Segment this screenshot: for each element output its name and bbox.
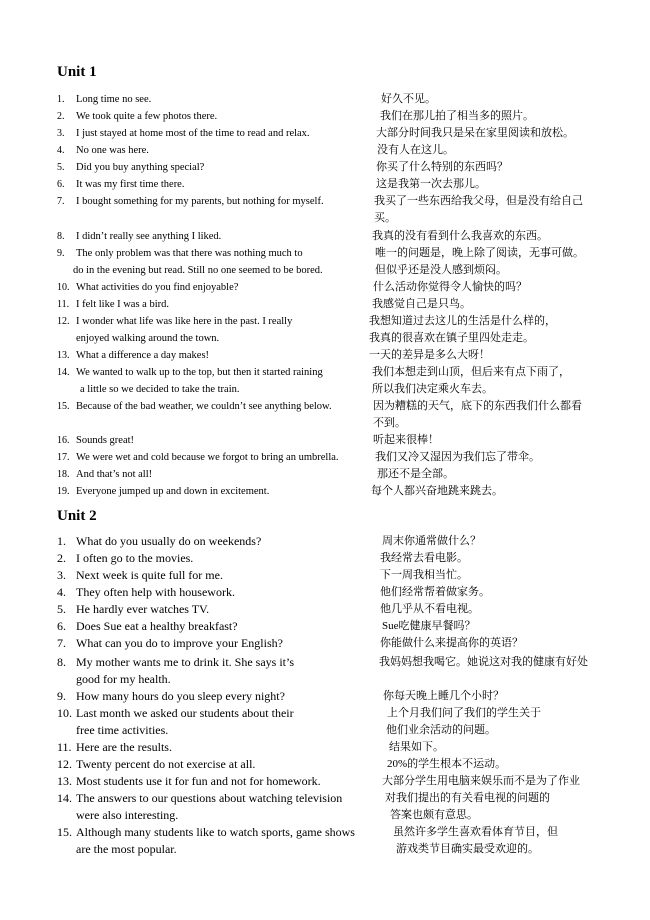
list-item <box>0 567 650 584</box>
item-number: 18. <box>57 469 70 480</box>
english-sentence: Although many students like to watch sports, game shows <box>76 825 355 839</box>
chinese-translation: 因为糟糕的天气，底下的东西我们什么都看 <box>373 400 582 412</box>
english-sentence: What can you do to improve your English? <box>76 636 283 650</box>
list-item <box>0 313 650 330</box>
chinese-translation: 买。 <box>374 212 396 224</box>
chinese-translation: 周末你通常做什么？ <box>382 535 481 547</box>
list-item <box>0 618 650 635</box>
item-number: 5. <box>57 162 65 173</box>
chinese-translation: 他们经常帮着做家务。 <box>380 586 490 598</box>
chinese-translation: 一天的差异是多么大呀！ <box>369 349 490 361</box>
item-number: 19. <box>57 486 70 497</box>
list-item <box>0 533 650 550</box>
english-sentence: I just stayed at home most of the time to read and relax. <box>76 128 310 139</box>
english-sentence: We wanted to walk up to the top, but then it started raining <box>76 367 323 378</box>
list-item <box>0 91 650 108</box>
english-sentence: I often go to the movies. <box>76 551 194 565</box>
item-number: 12. <box>57 757 72 771</box>
list-item <box>0 705 650 722</box>
item-number: 16. <box>57 435 70 446</box>
english-sentence: Did you buy anything special? <box>76 162 205 173</box>
chinese-translation: 我买了一些东西给我父母，但是没有给自己 <box>374 195 583 207</box>
list-item <box>0 347 650 364</box>
list-item <box>0 773 650 790</box>
chinese-translation: 听起来很棒！ <box>373 434 439 446</box>
item-number: 15. <box>57 825 72 839</box>
chinese-translation: 答案也颇有意思。 <box>390 809 478 821</box>
list-item <box>0 635 650 652</box>
chinese-translation: 游戏类节目确实最受欢迎的。 <box>396 843 539 855</box>
english-sentence: No one was here. <box>76 145 149 156</box>
list-item <box>0 398 650 415</box>
english-sentence: Last month we asked our students about their <box>76 706 294 720</box>
list-item-continuation <box>0 671 650 688</box>
item-number: 4. <box>57 145 65 156</box>
item-number: 2. <box>57 551 66 565</box>
item-number: 14. <box>57 791 72 805</box>
list-item <box>0 483 650 500</box>
list-item <box>0 790 650 807</box>
item-number: 13. <box>57 350 70 361</box>
chinese-translation: 每个人都兴奋地跳来跳去。 <box>371 485 503 497</box>
chinese-translation: 我真的没有看到什么我喜欢的东西。 <box>372 230 548 242</box>
list-item <box>0 142 650 159</box>
english-sentence: I bought something for my parents, but nothing for myself. <box>76 196 324 207</box>
list-item <box>0 245 650 262</box>
item-number: 6. <box>57 619 66 633</box>
english-sentence: I didn’t really see anything I liked. <box>76 231 222 242</box>
item-number: 5. <box>57 602 66 616</box>
english-sentence: were also interesting. <box>76 808 179 822</box>
item-number: 2. <box>57 111 65 122</box>
item-number: 10. <box>57 282 70 293</box>
item-number: 3. <box>57 128 65 139</box>
list-item <box>0 159 650 176</box>
chinese-translation: 大部分时间我只是呆在家里阅读和放松。 <box>376 127 574 139</box>
item-number: 3. <box>57 568 66 582</box>
english-sentence: My mother wants me to drink it. She says it’s <box>76 655 294 669</box>
english-sentence: Because of the bad weather, we couldn’t see anything below. <box>76 401 332 412</box>
list-item <box>0 193 650 210</box>
list-item-continuation <box>0 330 650 347</box>
english-sentence: And that’s not all! <box>76 469 153 480</box>
english-sentence: Everyone jumped up and down in excitement. <box>76 486 270 497</box>
unit-1-title: Unit 1 <box>57 64 97 80</box>
english-sentence: a little so we decided to take the train. <box>80 384 240 395</box>
list-item <box>0 432 650 449</box>
english-sentence: Next week is quite full for me. <box>76 568 223 582</box>
english-sentence: How many hours do you sleep every night? <box>76 689 285 703</box>
chinese-translation: 没有人在这儿。 <box>377 144 454 156</box>
english-sentence: good for my health. <box>76 672 171 686</box>
chinese-translation: 他几乎从不看电视。 <box>380 603 479 615</box>
english-sentence: Long time no see. <box>76 94 152 105</box>
english-sentence: What activities do you find enjoyable? <box>76 282 239 293</box>
english-sentence: What do you usually do on weekends? <box>76 534 262 548</box>
list-item <box>0 279 650 296</box>
chinese-translation: Sue吃健康早餐吗？ <box>382 620 476 632</box>
item-number: 1. <box>57 94 65 105</box>
unit-2-title: Unit 2 <box>57 508 97 524</box>
list-item-continuation <box>0 262 650 279</box>
item-number: 9. <box>57 248 65 259</box>
chinese-translation: 上个月我们问了我们的学生关于 <box>387 707 541 719</box>
list-item <box>0 654 650 671</box>
chinese-translation: 我妈妈想我喝它。她说这对我的健康有好处 <box>379 656 588 668</box>
chinese-translation: 下一周我相当忙。 <box>380 569 468 581</box>
english-sentence: I felt like I was a bird. <box>76 299 170 310</box>
chinese-translation: 大部分学生用电脑来娱乐而不是为了作业 <box>382 775 580 787</box>
english-sentence: are the most popular. <box>76 842 177 856</box>
english-sentence: Here are the results. <box>76 740 172 754</box>
list-item <box>0 824 650 841</box>
list-item-continuation <box>0 415 650 432</box>
list-item <box>0 364 650 381</box>
english-sentence: We took quite a few photos there. <box>76 111 218 122</box>
item-number: 6. <box>57 179 65 190</box>
english-sentence: We were wet and cold because we forgot to bring an umbrella. <box>76 452 339 463</box>
english-sentence: free time activities. <box>76 723 169 737</box>
chinese-translation: 你每天晚上睡几个小时？ <box>383 690 504 702</box>
chinese-translation: 虽然许多学生喜欢看体育节目，但 <box>393 826 558 838</box>
list-item <box>0 688 650 705</box>
item-number: 17. <box>57 452 70 463</box>
item-number: 9. <box>57 689 66 703</box>
list-item <box>0 466 650 483</box>
chinese-translation: 20%的学生根本不运动。 <box>387 758 507 770</box>
list-item <box>0 550 650 567</box>
list-item-continuation <box>0 381 650 398</box>
list-item <box>0 228 650 245</box>
item-number: 8. <box>57 231 65 242</box>
chinese-translation: 所以我们决定乘火车去。 <box>372 383 493 395</box>
list-item <box>0 296 650 313</box>
chinese-translation: 我经常去看电影。 <box>380 552 468 564</box>
chinese-translation: 我想知道过去这儿的生活是什么样的， <box>369 315 556 327</box>
item-number: 13. <box>57 774 72 788</box>
list-item-continuation <box>0 722 650 739</box>
list-item-continuation <box>0 210 650 227</box>
item-number: 7. <box>57 196 65 207</box>
list-item <box>0 108 650 125</box>
list-item <box>0 601 650 618</box>
english-sentence: What a difference a day makes! <box>76 350 210 361</box>
english-sentence: Does Sue eat a healthy breakfast? <box>76 619 238 633</box>
chinese-translation: 这是我第一次去那儿。 <box>376 178 486 190</box>
english-sentence: The only problem was that there was nothing much to <box>76 248 303 259</box>
item-number: 14. <box>57 367 70 378</box>
chinese-translation: 你买了什么特别的东西吗？ <box>376 161 508 173</box>
item-number: 4. <box>57 585 66 599</box>
english-sentence: The answers to our questions about watching television <box>76 791 343 805</box>
chinese-translation: 但似乎还是没人感到烦闷。 <box>375 264 507 276</box>
chinese-translation: 好久不见。 <box>381 93 436 105</box>
chinese-translation: 我们又冷又湿因为我们忘了带伞。 <box>375 451 540 463</box>
english-sentence: He hardly ever watches TV. <box>76 602 210 616</box>
list-item-continuation <box>0 807 650 824</box>
english-sentence: They often help with housework. <box>76 585 235 599</box>
item-number: 10. <box>57 706 72 720</box>
chinese-translation: 那还不是全部。 <box>377 468 454 480</box>
item-number: 12. <box>57 316 70 327</box>
chinese-translation: 我们在那儿拍了相当多的照片。 <box>380 110 534 122</box>
list-item <box>0 756 650 773</box>
item-number: 1. <box>57 534 66 548</box>
english-sentence: do in the evening but read. Still no one seemed to be bored. <box>73 265 323 276</box>
english-sentence: enjoyed walking around the town. <box>76 333 220 344</box>
english-sentence: Sounds great! <box>76 435 135 446</box>
item-number: 7. <box>57 636 66 650</box>
chinese-translation: 我感觉自己是只鸟。 <box>372 298 471 310</box>
english-sentence: I wonder what life was like here in the past. I really <box>76 316 293 327</box>
english-sentence: Twenty percent do not exercise at all. <box>76 757 256 771</box>
chinese-translation: 什么活动你觉得令人愉快的吗？ <box>373 281 527 293</box>
item-number: 8. <box>57 655 66 669</box>
list-item <box>0 449 650 466</box>
list-item <box>0 176 650 193</box>
chinese-translation: 对我们提出的有关看电视的问题的 <box>385 792 550 804</box>
list-item-continuation <box>0 841 650 858</box>
chinese-translation: 不到。 <box>373 417 406 429</box>
chinese-translation: 你能做什么来提高你的英语？ <box>380 637 523 649</box>
chinese-translation: 我真的很喜欢在镇子里四处走走。 <box>369 332 534 344</box>
chinese-translation: 结果如下。 <box>389 741 444 753</box>
item-number: 15. <box>57 401 70 412</box>
chinese-translation: 我们本想走到山顶，但后来有点下雨了， <box>372 366 570 378</box>
item-number: 11. <box>57 299 70 310</box>
chinese-translation: 他们业余活动的问题。 <box>386 724 496 736</box>
item-number: 11. <box>57 740 72 754</box>
chinese-translation: 唯一的问题是，晚上除了阅读，无事可做。 <box>375 247 584 259</box>
list-item <box>0 739 650 756</box>
list-item <box>0 584 650 601</box>
english-sentence: Most students use it for fun and not for homework. <box>76 774 321 788</box>
list-item <box>0 125 650 142</box>
english-sentence: It was my first time there. <box>76 179 185 190</box>
